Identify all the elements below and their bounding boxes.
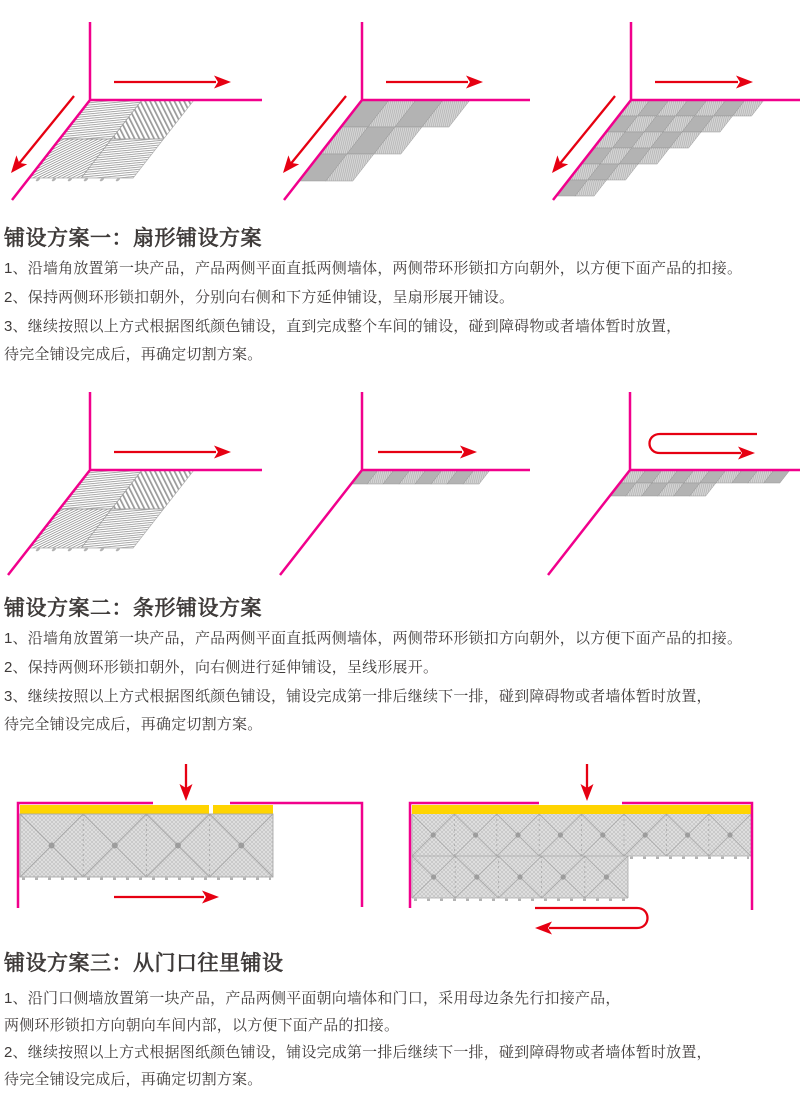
u-turn-arrow-icon xyxy=(535,908,648,935)
right-arrow-icon xyxy=(386,76,483,89)
plan3-line-4: 待完全铺设完成后，再确定切割方案。 xyxy=(4,1071,263,1088)
plan2-step2-diagram xyxy=(280,392,530,575)
right-arrow-icon xyxy=(114,76,231,89)
plan2-line-2: 2、保持两侧环形锁扣朝外，向右侧进行延伸铺设，呈线形展开。 xyxy=(4,659,439,676)
plan2-line-4: 待完全铺设完成后，再确定切割方案。 xyxy=(4,716,263,733)
plan1-line-1: 1、沿墙角放置第一块产品，产品两侧平面直抵两侧墙体，两侧带环形锁扣方向朝外，以方便下面产品的扣接。 xyxy=(4,260,743,277)
plan2-step1-diagram xyxy=(8,392,262,575)
plan1-heading: 铺设方案一：扇形铺设方案 xyxy=(4,227,262,250)
u-turn-arrow-icon xyxy=(650,434,758,460)
edge-strip xyxy=(20,805,209,814)
figure-band-plan1 xyxy=(0,0,800,220)
plan1-line-3: 3、继续按照以上方式根据图纸颜色铺设，直到完成整个车间的铺设，碰到障碍物或者墙体暂时放置， xyxy=(4,318,682,335)
tile-grid xyxy=(299,100,470,181)
tile-grid xyxy=(351,470,490,484)
plan3-line-3: 2、继续按照以上方式根据图纸颜色铺设，铺设完成第一排后继续下一排，碰到障碍物或者墙体暂时放置， xyxy=(4,1044,712,1061)
plan1-line-2: 2、保持两侧环形锁扣朝外，分别向右侧和下方延伸铺设，呈扇形展开铺设。 xyxy=(4,289,515,306)
tile-grid xyxy=(610,470,790,496)
tile-grid xyxy=(556,100,764,196)
plan3-step2-diagram xyxy=(410,764,752,935)
plan3-heading: 铺设方案三：从门口往里铺设 xyxy=(4,952,284,975)
plan3-step1-diagram xyxy=(18,764,362,908)
right-arrow-icon xyxy=(114,891,219,904)
tile-grid xyxy=(412,814,751,900)
figure-band-plan3 xyxy=(0,755,800,945)
down-arrow-icon xyxy=(581,764,594,801)
figure-band-plan2 xyxy=(0,380,800,590)
plan3-line-1: 1、沿门口侧墙放置第一块产品，产品两侧平面朝向墙体和门口，采用母边条先行扣接产品， xyxy=(4,990,621,1007)
plan1-step3-diagram xyxy=(552,22,800,200)
right-arrow-icon xyxy=(378,446,477,459)
tile-grid xyxy=(27,470,194,551)
plan2-line-1: 1、沿墙角放置第一块产品，产品两侧平面直抵两侧墙体，两侧带环形锁扣方向朝外，以方便下面产品的扣接。 xyxy=(4,630,743,647)
plan1-line-4: 待完全铺设完成后，再确定切割方案。 xyxy=(4,346,263,363)
right-arrow-icon xyxy=(114,446,231,459)
plan3-line-2: 两侧环形锁扣方向朝向车间内部，以方便下面产品的扣接。 xyxy=(4,1017,400,1034)
plan2-line-3: 3、继续按照以上方式根据图纸颜色铺设，铺设完成第一排后继续下一排，碰到障碍物或者墙体暂时放置， xyxy=(4,688,712,705)
plan1-step2-diagram xyxy=(283,22,530,200)
plan2-step3-diagram xyxy=(548,392,800,575)
plan2-heading: 铺设方案二：条形铺设方案 xyxy=(4,597,262,620)
down-arrow-icon xyxy=(180,764,193,801)
edge-strip xyxy=(412,805,751,814)
right-arrow-icon xyxy=(655,76,753,89)
edge-strip xyxy=(213,805,273,814)
plan1-step1-diagram xyxy=(11,22,262,200)
tile-grid xyxy=(27,100,194,181)
tile-grid xyxy=(20,814,273,879)
